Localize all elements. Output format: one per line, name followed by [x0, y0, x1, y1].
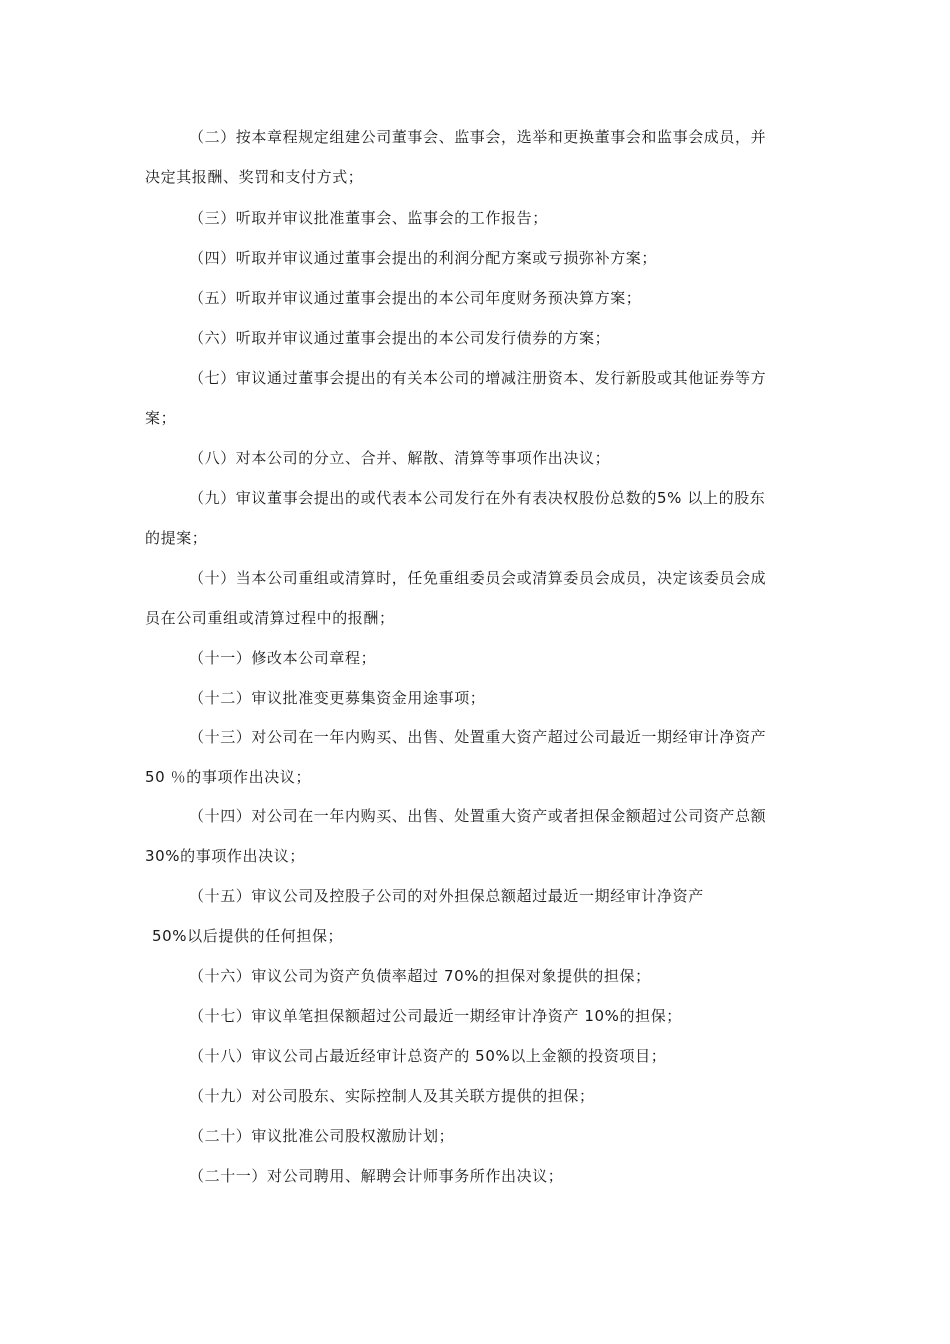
text-line: （五）听取并审议通过董事会提出的本公司年度财务预决算方案； [189, 289, 642, 307]
text-line: 50 ％的事项作出决议； [145, 768, 312, 786]
text-line: 员在公司重组或清算过程中的报酬； [145, 609, 395, 627]
text-line: （十五）审议公司及控股子公司的对外担保总额超过最近一期经审计净资产 [189, 887, 704, 905]
text-line: （七）审议通过董事会提出的有关本公司的增减注册资本、发行新股或其他证券等方 [189, 369, 767, 387]
text-line: （十一）修改本公司章程； [189, 649, 377, 667]
text-line: （十七）审议单笔担保额超过公司最近一期经审计净资产 10%的担保； [189, 1007, 682, 1025]
text-line: （八）对本公司的分立、合并、解散、清算等事项作出决议； [189, 449, 611, 467]
text-line: 决定其报酬、奖罚和支付方式； [145, 168, 364, 186]
text-line: 案； [145, 409, 177, 427]
text-line: 30%的事项作出决议； [145, 847, 305, 865]
text-line: （十二）审议批准变更募集资金用途事项； [189, 689, 486, 707]
text-line: （十六）审议公司为资产负债率超过 70%的担保对象提供的担保； [189, 967, 651, 985]
text-line: （十）当本公司重组或清算时，任免重组委员会或清算委员会成员，决定该委员会成 [189, 569, 767, 587]
text-line: （三）听取并审议批准董事会、监事会的工作报告； [189, 209, 548, 227]
text-line: （九）审议董事会提出的或代表本公司发行在外有表决权股份总数的5% 以上的股东 [189, 489, 766, 507]
text-line: （二十一）对公司聘用、解聘会计师事务所作出决议； [189, 1167, 564, 1185]
text-line: （四）听取并审议通过董事会提出的利润分配方案或亏损弥补方案； [189, 249, 658, 267]
text-line: （二十）审议批准公司股权激励计划； [189, 1127, 455, 1145]
text-line: （六）听取并审议通过董事会提出的本公司发行债券的方案； [189, 329, 611, 347]
text-line: 50%以后提供的任何担保； [152, 927, 344, 945]
text-line: （二）按本章程规定组建公司董事会、监事会，选举和更换董事会和监事会成员，并 [189, 128, 767, 146]
text-line: （十三）对公司在一年内购买、出售、处置重大资产超过公司最近一期经审计净资产 [189, 728, 767, 746]
text-line: （十四）对公司在一年内购买、出售、处置重大资产或者担保金额超过公司资产总额 [189, 807, 767, 825]
text-line: （十八）审议公司占最近经审计总资产的 50%以上金额的投资项目； [189, 1047, 667, 1065]
text-line: 的提案； [145, 529, 208, 547]
text-line: （十九）对公司股东、实际控制人及其关联方提供的担保； [189, 1087, 595, 1105]
